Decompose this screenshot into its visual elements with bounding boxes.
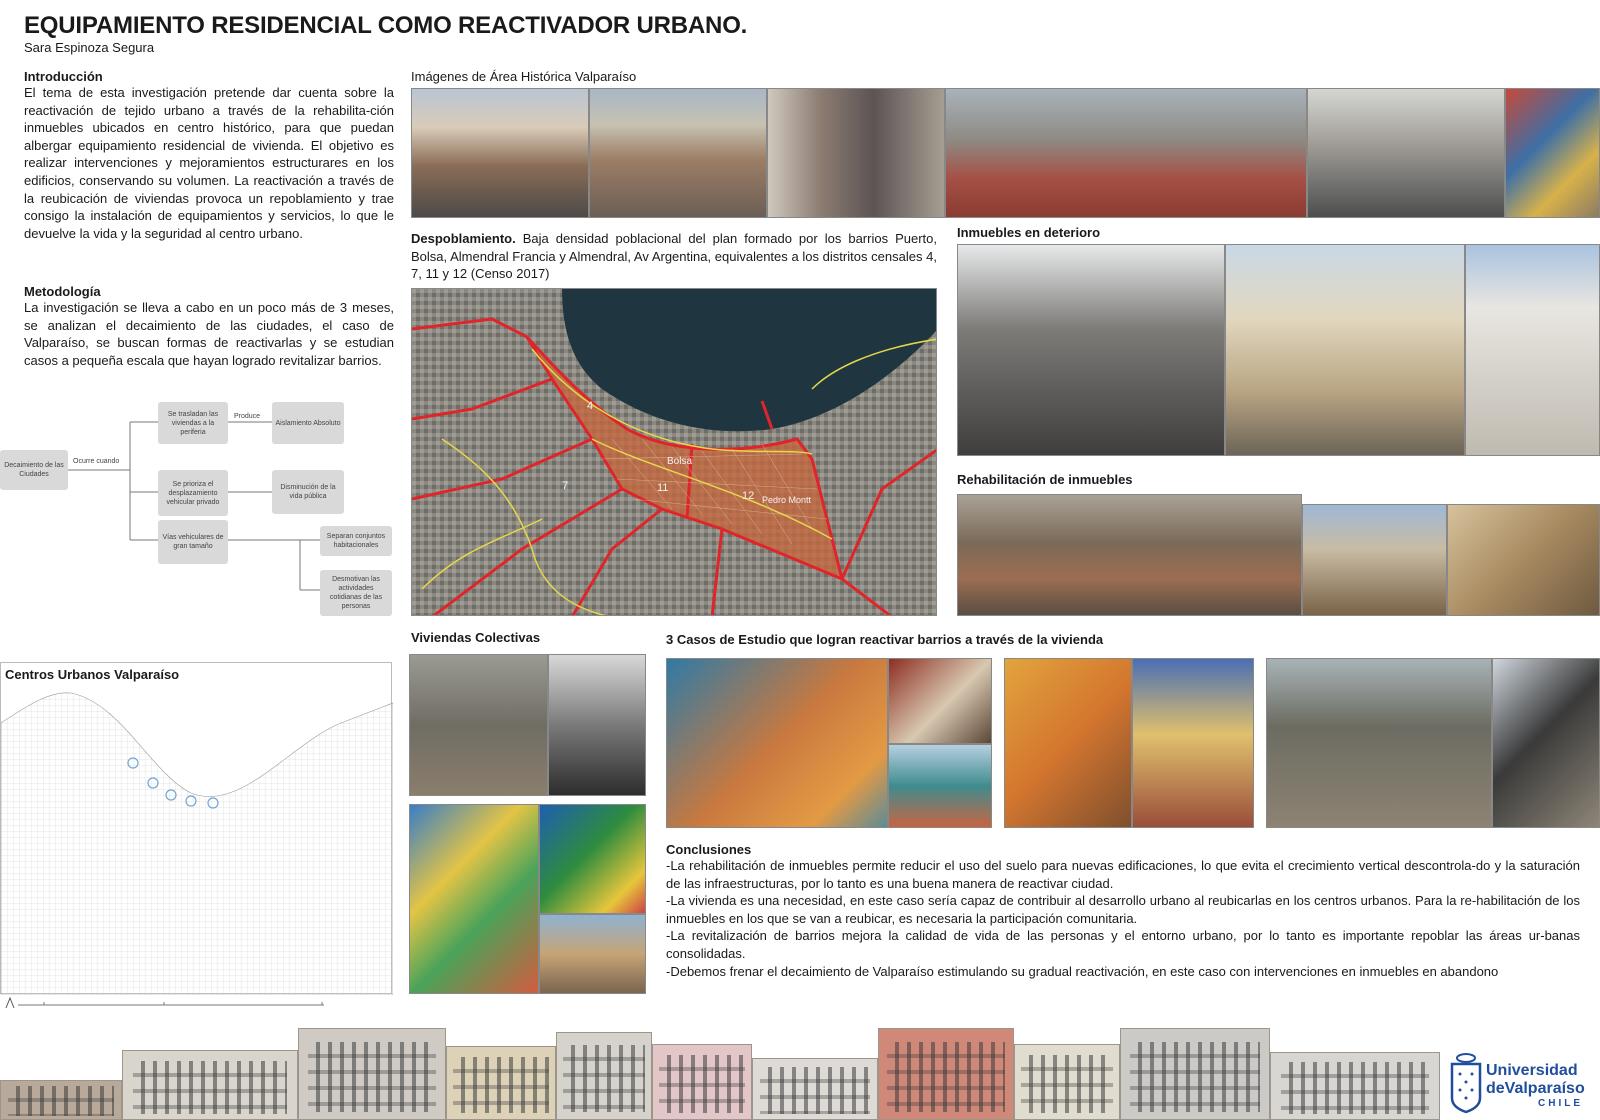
map-district-12: 12 <box>742 490 755 502</box>
logo-line-1: Universidad <box>1486 1062 1578 1079</box>
deterioro-heading: Inmuebles en deterioro <box>957 225 1101 240</box>
viviendas-photo-3 <box>409 804 539 994</box>
caso-1-photo-1 <box>666 658 888 828</box>
rehab-photo-1 <box>957 494 1302 616</box>
historic-photo-2 <box>589 88 767 218</box>
facade-building <box>1120 1028 1270 1120</box>
intro-heading: Introducción <box>24 69 103 84</box>
intro-section <box>24 69 394 242</box>
rehab-heading: Rehabilitación de inmuebles <box>957 472 1133 487</box>
deterioro-photo-1 <box>957 244 1225 456</box>
viviendas-photo-2 <box>548 654 646 796</box>
flow-produces-label: Produce <box>234 413 261 420</box>
caso-2-photo-1 <box>1004 658 1132 828</box>
centros-map-panel <box>0 662 392 994</box>
rehab-photo-3 <box>1447 504 1600 616</box>
author-name: Sara Espinoza Segura <box>24 40 155 55</box>
caso-3-photo-2 <box>1492 658 1600 828</box>
flow-box-a2: Aislamiento Absoluto <box>272 402 344 444</box>
rehab-photo-2 <box>1302 504 1447 616</box>
historic-photo-5 <box>1307 88 1505 218</box>
flow-box-b: Se prioriza el desplazamiento vehicular privado <box>158 470 228 516</box>
depop-body: Baja densidad poblacional del plan formado por los barrios Puerto, Bolsa, Almendral Francia y Almendral, Av Argentina, equivalentes a los distritos censales 4, 7, 11 y 12 (Censo 2017) <box>411 231 937 282</box>
method-heading: Metodología <box>24 284 101 299</box>
method-section <box>24 284 394 369</box>
deterioro-photo-2 <box>1225 244 1465 456</box>
map-district-7: 7 <box>562 480 569 492</box>
facade-building <box>878 1028 1014 1120</box>
caso-3-photo-1 <box>1266 658 1492 828</box>
centros-heading: Centros Urbanos Valparaíso <box>5 667 180 682</box>
logo-line-3: CHILE <box>1538 1098 1583 1109</box>
flow-root: Decaimiento de las Ciudades <box>0 450 68 490</box>
caso-2-photo-2 <box>1132 658 1254 828</box>
facade-building <box>556 1032 652 1120</box>
images-label: Imágenes de Área Histórica Valparaíso <box>411 69 637 84</box>
facade-building <box>298 1028 446 1120</box>
facade-building <box>1014 1044 1120 1120</box>
facade-building <box>446 1046 556 1120</box>
viviendas-photo-5 <box>539 914 646 994</box>
depop-map <box>411 288 937 616</box>
conclusions-heading: Conclusiones <box>666 842 752 857</box>
conclusion-item-1: -La rehabilitación de inmuebles permite reducir el uso del suelo para nuevas edificaciones, lo que evita el crecimiento vertical descontrola-do y la saturación de las infraestructuras, por lo tanto es una buena manera de reactivar ciudad. <box>666 858 1580 891</box>
flow-box-b2: Disminución de la vida pública <box>272 470 344 514</box>
flow-occurs-label: Ocurre cuando <box>73 458 120 465</box>
facade-building <box>652 1044 752 1120</box>
conclusion-item-4: -Debemos frenar el decaimiento de Valparaíso estimulando su gradual reactivación, en este caso con intervenciones en inmuebles en abandono <box>666 963 1499 979</box>
university-shield-icon <box>1448 1052 1484 1114</box>
map-district-4: 4 <box>587 400 594 412</box>
facade-building <box>752 1058 878 1120</box>
viviendas-photo-1 <box>409 654 548 796</box>
university-logo <box>1448 1052 1598 1118</box>
page-title: EQUIPAMIENTO RESIDENCIAL COMO REACTIVADOR URBANO. <box>24 12 748 39</box>
historic-photo-1 <box>411 88 589 218</box>
conclusion-item-3: -La revitalización de barrios mejora la calidad de vida de las personas y el entorno urbano, por lo tanto es importante repoblar las áreas ur-banas consolidadas. <box>666 928 1580 961</box>
flow-box-a: Se trasladan las viviendas a la periferia <box>158 402 228 444</box>
flow-box-c: Vías vehiculares de gran tamaño <box>158 520 228 564</box>
depop-bold: Despoblamiento. <box>411 231 516 246</box>
deterioro-photo-3 <box>1465 244 1600 456</box>
facade-building <box>1270 1052 1440 1120</box>
caso-1-photo-2 <box>888 658 992 744</box>
caso-1-photo-3 <box>888 744 992 828</box>
logo-line-2: deValparaíso <box>1486 1080 1585 1097</box>
historic-photo-3 <box>767 88 945 218</box>
map-street-pedro-montt: Pedro Montt <box>762 495 812 505</box>
conclusions-section <box>666 842 1580 980</box>
facade-building <box>0 1080 122 1120</box>
viviendas-heading: Viviendas Colectivas <box>411 630 541 645</box>
map-street-bolsa: Bolsa <box>667 456 693 467</box>
method-text: La investigación se lleva a cabo en un poco más de 3 meses, se analizan el decaimiento de las ciudades, el caso de Valparaíso, se buscan formas de reactivarlas y se estudian casos a pequeña escala que hayan logrado revitalizar barrios. <box>24 300 394 368</box>
viviendas-photo-4 <box>539 804 646 914</box>
centros-map <box>1 663 393 995</box>
facade-strip <box>0 1020 1440 1120</box>
scale-bar-graphic <box>4 997 324 1009</box>
facade-building <box>122 1050 298 1120</box>
map-district-11: 11 <box>657 482 669 494</box>
scale-bar <box>4 996 324 1008</box>
casos-heading: 3 Casos de Estudio que logran reactivar barrios a través de la vivienda <box>666 632 1104 647</box>
flow-box-c2: Separan conjuntos habitacionales <box>320 526 392 556</box>
historic-photo-4 <box>945 88 1307 218</box>
depop-text <box>411 230 937 283</box>
depop-map-graphic <box>412 289 937 616</box>
conclusion-item-2: -La vivienda es una necesidad, en este caso sería capaz de contribuir al desarrollo urbano al reubicarlas en los centros urbanos. Para la re-habilitación de los inmuebles en los que se van a reubicar, es necesaria la participación comunitaria. <box>666 893 1580 926</box>
historic-photo-6 <box>1505 88 1600 218</box>
flow-box-c3: Desmotivan las actividades cotidianas de las personas <box>320 570 392 616</box>
intro-text: El tema de esta investigación pretende dar cuenta sobre la reactivación de tejido urbano a través de la rehabilita-ción inmuebles ubicados en centro histórico, para que puedan albergar equipamiento residencial de vivienda. El objetivo es realizar intervenciones y mejoramientos estructurares en los edificios, conservando su volumen. La reactivación a través de la reubicación de viviendas provoca un repoblamiento y trae consigo la instalación de equipamientos y servicios, lo que le devuelve la vida y la seguridad al centro urbano. <box>24 85 394 241</box>
flow-diagram <box>0 400 400 630</box>
